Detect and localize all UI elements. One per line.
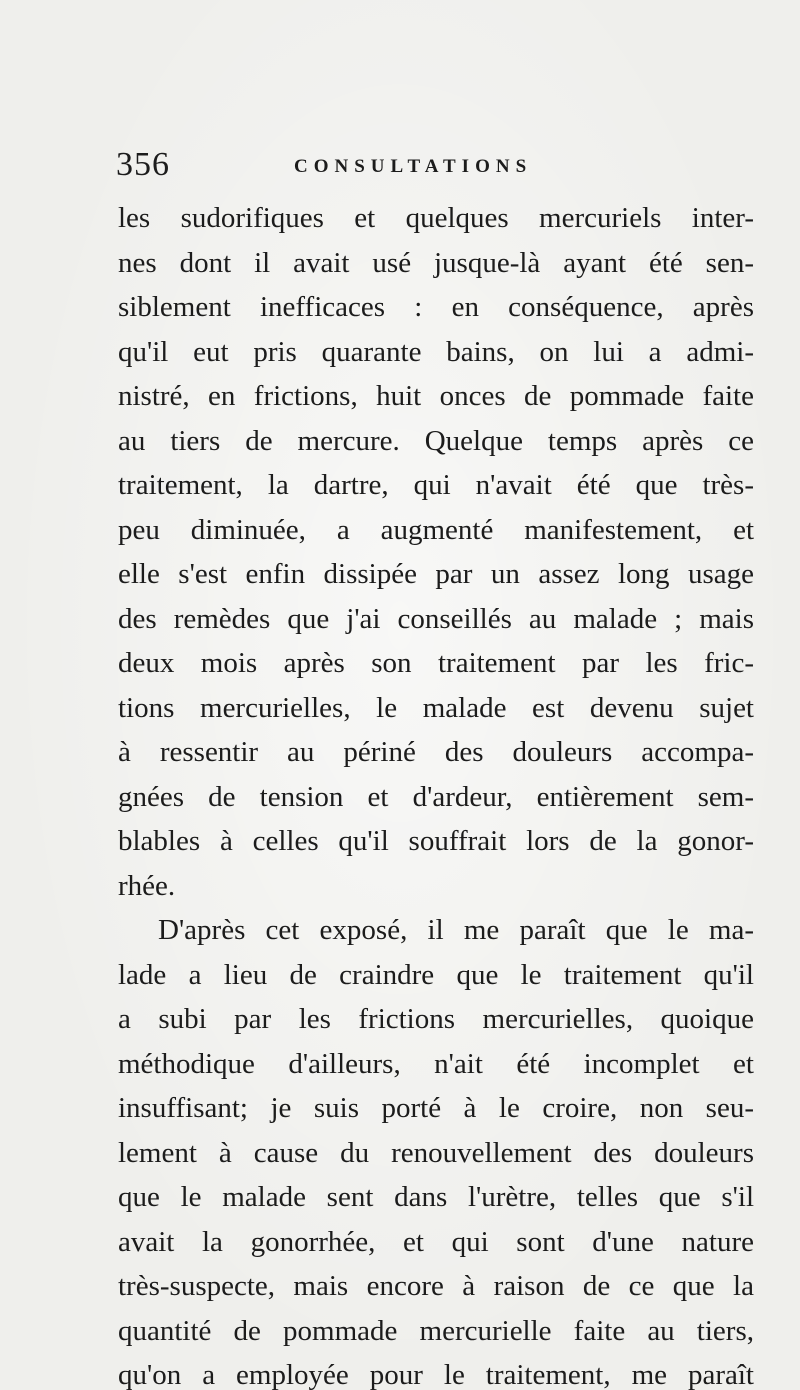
text-line: lade a lieu de craindre que le traitement qu'il (118, 958, 754, 991)
text-line: D'après cet exposé, il me paraît que le ma- (158, 914, 754, 946)
text-line: quantité de pommade mercurielle faite au tiers, (118, 1314, 754, 1347)
text-line: siblement inefficaces : en conséquence, après (118, 291, 754, 323)
text-line: insuffisant; je suis porté à le croire, non seu- (118, 1092, 754, 1124)
text-line: traitement, la dartre, qui n'avait été que très- (118, 469, 754, 501)
text-line: les sudorifiques et quelques mercuriels inter- (118, 202, 754, 234)
page-number: 356 (116, 146, 170, 183)
text-line: lement à cause du renouvellement des douleurs (118, 1136, 754, 1169)
text-line: méthodique d'ailleurs, n'ait été incomplet et (118, 1047, 754, 1080)
text-line: que le malade sent dans l'urètre, telles que s'il (118, 1181, 754, 1213)
text-line: qu'on a employée pour le traitement, me paraît (118, 1359, 754, 1390)
text-line: très-suspecte, mais encore à raison de ce que la (118, 1270, 754, 1302)
body-text (118, 196, 754, 1390)
text-line: nistré, en frictions, huit onces de pommade faite (118, 380, 754, 412)
text-line: rhée. (118, 869, 176, 902)
text-line: blables à celles qu'il souffrait lors de la gonor- (118, 825, 754, 857)
paragraph-2 (118, 908, 754, 1390)
running-head: CONSULTATIONS (294, 156, 533, 177)
text-line: tions mercurielles, le malade est devenu sujet (118, 691, 754, 724)
text-line: a subi par les frictions mercurielles, quoique (118, 1003, 754, 1035)
text-line: au tiers de mercure. Quelque temps après ce (118, 424, 754, 457)
text-line: deux mois après son traitement par les fric- (118, 647, 754, 679)
text-line: à ressentir au périné des douleurs accompa- (118, 736, 754, 768)
text-line: nes dont il avait usé jusque-là ayant été sen- (118, 246, 754, 279)
paragraph-1 (118, 196, 754, 908)
text-line: peu diminuée, a augmenté manifestement, et (118, 513, 754, 546)
page-header (116, 146, 756, 186)
text-line: qu'il eut pris quarante bains, on lui a admi- (118, 335, 754, 368)
text-line: elle s'est enfin dissipée par un assez long usage (118, 558, 754, 590)
text-line: avait la gonorrhée, et qui sont d'une nature (118, 1225, 754, 1258)
text-line: des remèdes que j'ai conseillés au malade ; mais (118, 602, 754, 635)
text-line: gnées de tension et d'ardeur, entièrement sem- (118, 780, 754, 813)
